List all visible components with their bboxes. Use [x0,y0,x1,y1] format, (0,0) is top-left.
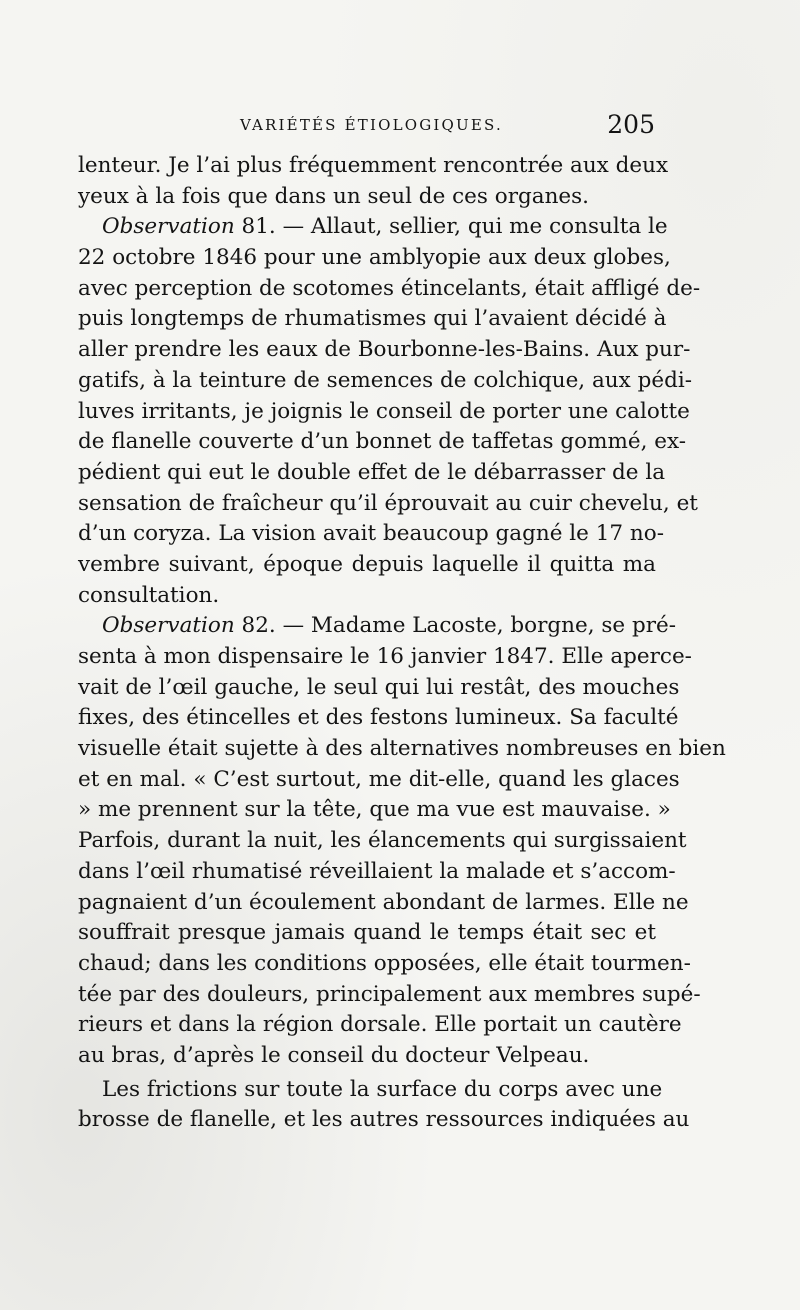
text-line: d’un coryza. La vision avait beaucoup gagné le 17 no- [78,521,664,547]
page-number: 205 [607,110,655,139]
text-line: 22 octobre 1846 pour une amblyopie aux deux globes, [78,245,671,271]
text-line: senta à mon dispensaire le 16 janvier 1847. Elle aperce- [78,644,692,669]
text-line: au bras, d’après le conseil du docteur Velpeau. [78,1042,590,1068]
text-line: Les frictions sur toute la surface du corps avec une [102,1076,663,1102]
text-line: pagnaient d’un écoulement abondant de larmes. Elle ne [78,889,689,915]
text-line: » me prennent sur la tête, que ma vue est mauvaise. » [78,797,671,823]
text-line: avec perception de scotomes étincelants, était affligé de- [78,275,701,301]
observation-label: Observation [102,214,235,240]
text-line: yeux à la fois que dans un seul de ces organes. [78,183,590,209]
text-line: rieurs et dans la région dorsale. Elle portait un cautère [78,1012,682,1038]
text-line: vait de l’œil gauche, le seul qui lui restât, des mouches [78,674,680,700]
body-text [78,151,726,1136]
text-line: dans l’œil rhumatisé réveillaient la malade et s’accom- [78,858,676,884]
text-line: et en mal. « C’est surtout, me dit-elle, quand les glaces [78,766,680,792]
text-line: sensation de fraîcheur qu’il éprouvait au cuir chevelu, et [78,490,698,516]
observation-82-heading-line: Observation 82. — Madame Lacoste, borgne, se pré- [102,613,677,639]
observation-label: Observation [102,613,235,639]
text-line: vembre suivant, époque depuis laquelle il quitta ma [78,551,656,577]
text-line: luves irritants, je joignis le conseil de porter une calotte [78,398,690,424]
text-line: pédient qui eut le double effet de le débarrasser de la [78,459,666,485]
observation-81-heading-line: Observation 81. — Allaut, sellier, qui me consulta le [102,214,668,240]
text-line: de flanelle couverte d’un bonnet de taffetas gommé, ex- [78,429,686,455]
text-line: puis longtemps de rhumatismes qui l’avaient décidé à [78,306,667,332]
text-line: consultation. [78,582,220,608]
text-line: aller prendre les eaux de Bourbonne-les-Bains. Aux pur- [78,337,691,363]
text-line: gatifs, à la teinture de semences de colchique, aux pédi- [78,367,692,393]
text-line: tée par des douleurs, principalement aux membres supé- [78,981,701,1007]
running-head [80,110,655,142]
text-line: visuelle était sujette à des alternatives nombreuses en bien [78,736,726,762]
text-line: lenteur. Je l’ai plus fréquemment rencontrée aux deux [78,153,669,178]
text-line: fixes, des étincelles et des festons lumineux. Sa faculté [78,705,679,731]
text-line: Parfois, durant la nuit, les élancements qui surgissaient [78,828,687,854]
text-line: chaud; dans les conditions opposées, elle était tourmen- [78,950,691,976]
text-line: brosse de flanelle, et les autres ressources indiquées au [78,1107,690,1133]
running-title: VARIÉTÉS ÉTIOLOGIQUES. [240,116,503,134]
text-line: souffrait presque jamais quand le temps était sec et [78,920,656,946]
